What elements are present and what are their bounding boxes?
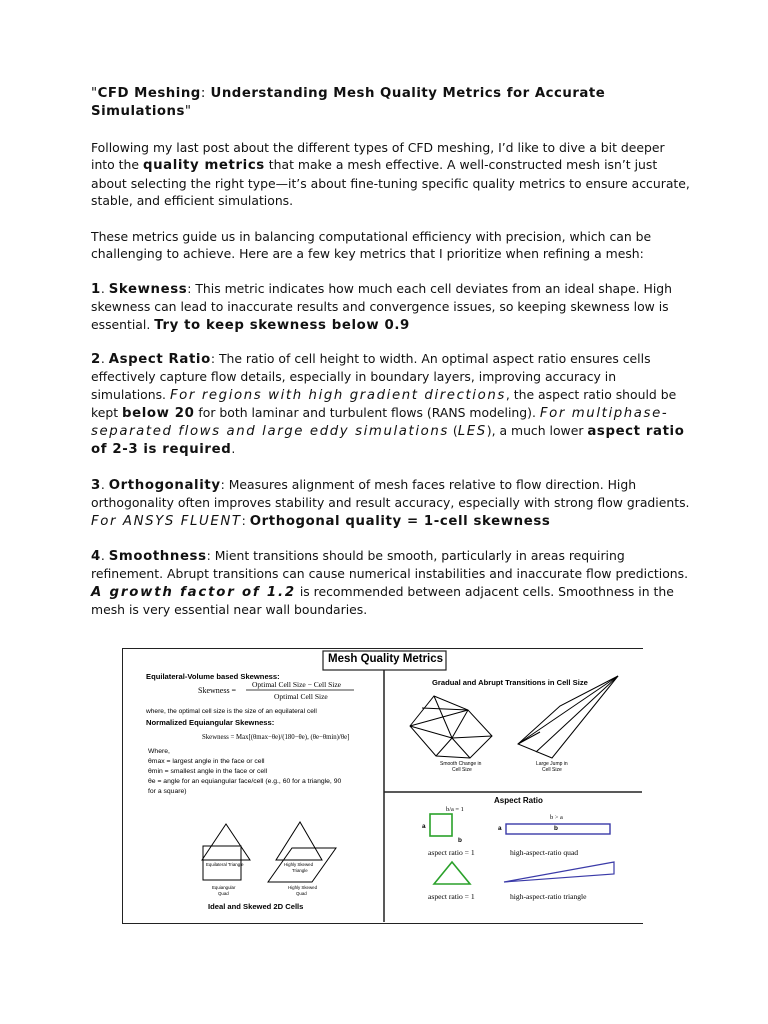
skewness-label: Skewness =	[198, 686, 237, 695]
large-jump-label-1: Large Jump in	[536, 761, 568, 767]
transitions-title: Gradual and Abrupt Transitions in Cell Size	[432, 678, 588, 687]
smooth-change-label-1: Smooth Change in	[440, 761, 482, 767]
equiangular-quad-label-2: Quad	[218, 891, 229, 896]
ba-equal-label: b/a = 1	[446, 806, 464, 813]
quad-a-label: a	[498, 825, 502, 832]
theta-min-def: θmin = smallest angle in the face or cell	[148, 768, 268, 775]
skewed-triangle	[276, 822, 322, 860]
skewed-triangle-label-2: Triangle	[292, 868, 308, 873]
equilateral-green-triangle	[434, 862, 470, 884]
theta-e-def-cont: for a square)	[148, 788, 187, 795]
aspect-ratio-paragraph: 2. Aspect Ratio: The ratio of cell height to width. An optimal aspect ratio ensures cells effectively capture flow details, especially in boundary layers, improving accuracy in simulations. For regions with high gradient directions, the aspect ratio should be kept below 20 for both laminar and turbulent flows (RANS modeling). For multiphase-separated flows and large eddy simulations (LES), a much lower aspect ratio of 2-3 is required.	[91, 351, 685, 458]
theta-max-def: θmax = largest angle in the face or cell	[148, 758, 265, 765]
ideal-skewed-caption: Ideal and Skewed 2D Cells	[208, 902, 304, 911]
high-aspect-quad	[506, 824, 610, 834]
skewed-quad-label-1: Highly Skewed	[288, 885, 318, 890]
where-optimal-line: where, the optimal cell size is the size of an equilateral cell	[146, 708, 317, 715]
equiangular-quad-label-1: Equiangular	[212, 885, 236, 890]
square-cell	[430, 814, 452, 836]
figure-title: Mesh Quality Metrics	[328, 653, 444, 665]
orthogonality-paragraph: 3. Orthogonality: Measures alignment of mesh faces relative to flow direction. High orthogonality often improves stability and result accuracy, especially with strong flow gradients. For ANSYS FLUENT: Orthogonal quality = 1-cell skewness	[91, 477, 690, 529]
smooth-change-label-2: Cell Size	[452, 767, 472, 773]
smoothness-paragraph: 4. Smoothness: Mient transitions should be smooth, particularly in areas requiring refinement. Abrupt transitions can cause numerical instabilities and inaccurate flow predictions. A growth factor of 1.2 is recommended between adjacent cells. Smoothness in the mesh is very essential near wall boundaries.	[91, 548, 689, 617]
quad-b-label: b	[554, 825, 558, 832]
skewed-triangle-label-1: Highly Skewed	[284, 862, 314, 867]
square-a-label: a	[422, 823, 426, 830]
large-jump-label-2: Cell Size	[542, 767, 562, 773]
normalized-formula: Skewness = Max[(θmax−θe)/(180−θe), (θe−θmin)/θe]	[202, 734, 350, 741]
where-label: Where,	[148, 748, 170, 755]
equilateral-triangle	[202, 824, 250, 860]
normalized-heading: Normalized Equiangular Skewness:	[146, 718, 275, 727]
b-greater-a-label: b > a	[550, 814, 563, 821]
equilateral-volume-heading: Equilateral-Volume based Skewness:	[146, 672, 280, 681]
mesh-quality-figure	[122, 648, 644, 924]
aspect-ratio-1-label-2: aspect ratio = 1	[428, 892, 475, 901]
high-aspect-triangle-label: high-aspect-ratio triangle	[510, 892, 587, 901]
skewed-quad-label-2: Quad	[296, 891, 307, 896]
fraction-denominator: Optimal Cell Size	[274, 692, 328, 701]
aspect-ratio-1-label: aspect ratio = 1	[428, 848, 475, 857]
page-title: "CFD Meshing: Understanding Mesh Quality Metrics for Accurate Simulations"	[91, 86, 606, 119]
skewness-paragraph: 1. Skewness: This metric indicates how much each cell deviates from an ideal shape. High skewness can lead to inaccurate results and convergence issues, so keeping skewness low is essential. Try to keep skewness below 0.9	[91, 281, 672, 333]
aspect-ratio-title: Aspect Ratio	[494, 796, 543, 805]
fraction-numerator: Optimal Cell Size − Cell Size	[252, 680, 342, 689]
high-aspect-quad-label: high-aspect-ratio quad	[510, 848, 579, 857]
theta-e-def: θe = angle for an equiangular face/cell (e.g., 60 for a triangle, 90	[148, 778, 342, 785]
intro-paragraph: Following my last post about the different types of CFD meshing, I’d like to dive a bit deeper into the quality metrics that make a mesh effective. A well-constructed mesh isn’t just about selecting the right type—it’s about fine-tuning specific quality metrics to ensure accurate, stable, and efficient simulations.	[91, 140, 690, 208]
high-aspect-triangle	[504, 862, 614, 882]
equilateral-triangle-label: Equilateral Triangle	[206, 862, 244, 867]
smooth-change-mesh	[410, 696, 492, 758]
large-jump-mesh	[518, 676, 618, 758]
square-b-label: b	[458, 837, 462, 844]
guide-paragraph: These metrics guide us in balancing computational efficiency with precision, which can be challenging to achieve. Here are a few key metrics that I prioritize when refining a mesh:	[91, 229, 652, 262]
